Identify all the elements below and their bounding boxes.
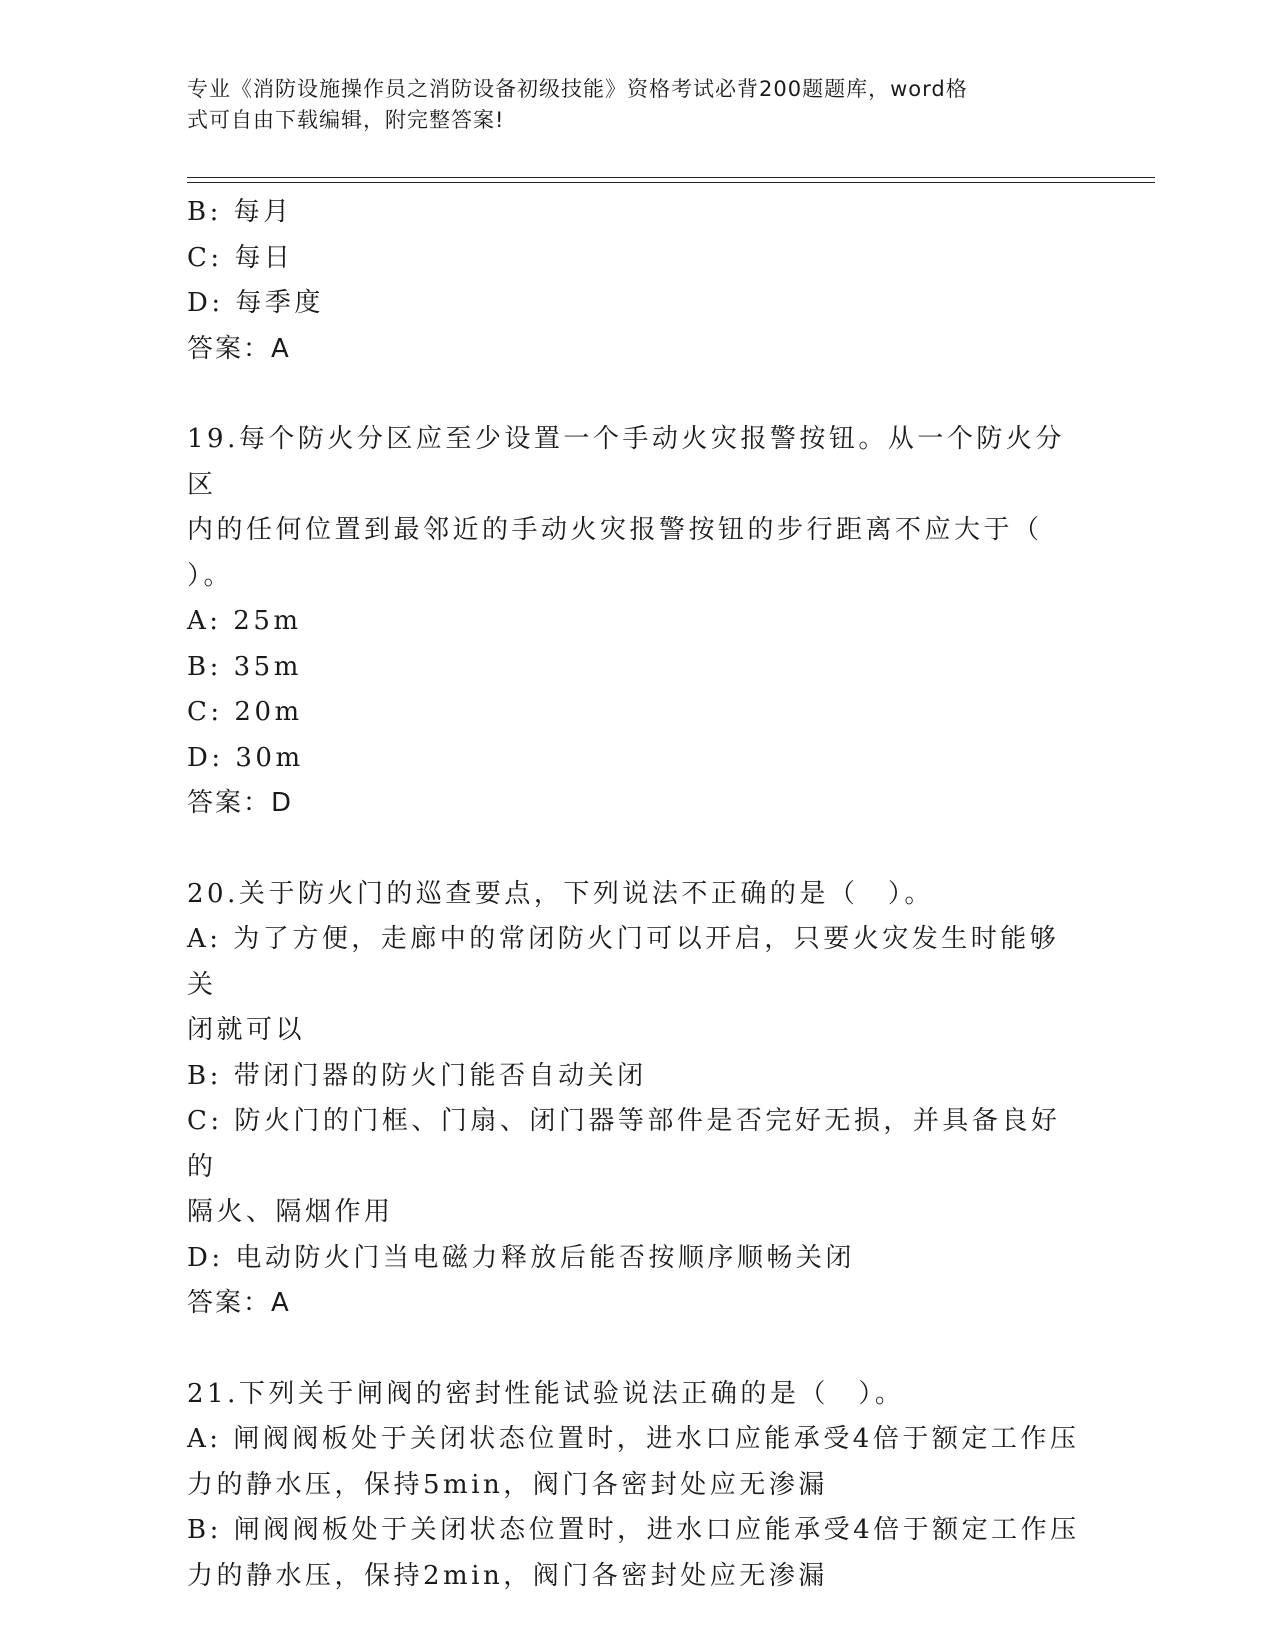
option-d: D: 30m (187, 742, 304, 773)
question-spacer (187, 372, 1087, 417)
question-spacer (187, 827, 1087, 872)
option-a-line: A: 闸阀阀板处于关闭状态位置时，进水口应能承受4倍于额定工作压 (187, 1424, 1080, 1454)
page-header (187, 74, 1067, 136)
question-stem-line: 19.每个防火分区应至少设置一个手动火灾报警按钮。从一个防火分区 (187, 424, 1065, 500)
option-c-line: C: 防火门的门框、门扇、闭门器等部件是否完好无损，并具备良好的 (187, 1106, 1061, 1182)
option-b: B: 35m (187, 651, 302, 682)
answer: 答案：A (187, 333, 291, 364)
answer: 答案：A (187, 1288, 291, 1318)
question-stem-line: ）。 (187, 560, 234, 591)
question-19 (187, 417, 1087, 827)
option-b: B: 每月 (187, 197, 293, 227)
option-a: A: 25m (187, 606, 302, 636)
header-divider-top (187, 177, 1155, 178)
option-d: D: 电动防火门当电磁力释放后能否按顺序顺畅关闭 (187, 1242, 855, 1273)
question-stem: 20.关于防火门的巡查要点，下列说法不正确的是（ ）。 (187, 878, 934, 909)
option-c: C: 20m (187, 697, 303, 727)
option-a-line: 力的静水压，保持5min，阀门各密封处应无渗漏 (187, 1469, 828, 1500)
option-b-line: 力的静水压，保持2min，阀门各密封处应无渗漏 (187, 1560, 828, 1591)
question-20 (187, 872, 1087, 1327)
option-a-line: 闭就可以 (187, 1015, 306, 1045)
question-21 (187, 1372, 1087, 1600)
question-stem-line: 内的任何位置到最邻近的手动火灾报警按钮的步行距离不应大于（ (187, 515, 1043, 545)
question-list (187, 190, 1087, 1599)
question-stem: 21.下列关于闸阀的密封性能试验说法正确的是（ ）。 (187, 1378, 905, 1409)
option-c: C: 每日 (187, 242, 294, 273)
option-a-line: A: 为了方便，走廊中的常闭防火门可以开启，只要火灾发生时能够关 (187, 924, 1060, 1000)
option-d: D: 每季度 (187, 288, 324, 318)
answer: 答案：D (187, 788, 294, 818)
question-18 (187, 190, 1087, 372)
question-spacer (187, 1327, 1087, 1372)
option-c-line: 隔火、隔烟作用 (187, 1197, 394, 1227)
header-divider-bottom (187, 182, 1155, 183)
option-b-line: B: 闸阀阀板处于关闭状态位置时，进水口应能承受4倍于额定工作压 (187, 1515, 1080, 1545)
option-b: B: 带闭门器的防火门能否自动关闭 (187, 1060, 647, 1091)
header-title-line-1: 专业《消防设施操作员之消防设备初级技能》资格考试必背200题题库，word格 (187, 77, 968, 101)
header-title-line-2: 式可自由下载编辑，附完整答案! (187, 108, 505, 132)
